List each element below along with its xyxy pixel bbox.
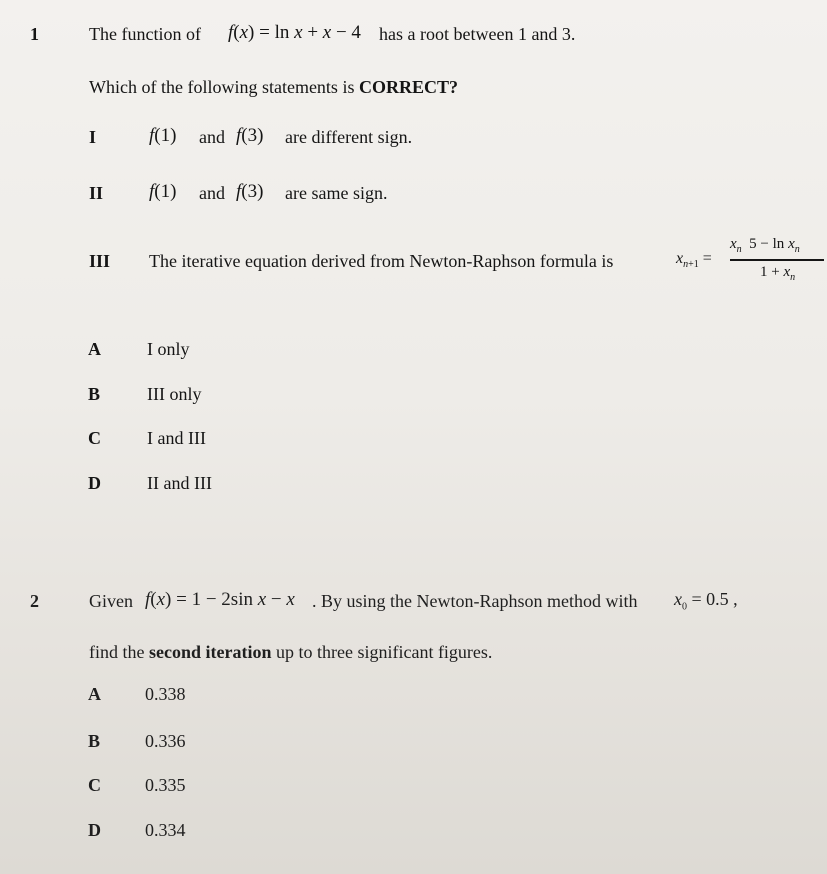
statement-i-lhs: f(1): [149, 125, 177, 146]
q1-option-c-letter[interactable]: C: [88, 428, 101, 448]
question-2-number: 2: [30, 591, 39, 611]
statement-i-tail: are different sign.: [285, 127, 413, 147]
question-2-line-2: [89, 642, 492, 663]
q2-option-c-letter[interactable]: C: [88, 775, 101, 795]
fraction-denominator: $1 + x_n$: [760, 264, 796, 283]
statement-iii-label: III: [89, 251, 111, 271]
q1-option-b-letter[interactable]: B: [88, 384, 101, 404]
question-1-prompt: [89, 77, 458, 98]
q2-option-d-text[interactable]: 0.334: [145, 820, 186, 840]
q2-option-c-text[interactable]: 0.335: [145, 775, 186, 795]
question-2-function: f(x) = 1 − 2sin x − x: [145, 589, 295, 610]
prompt-text: Which of the following statements is: [89, 77, 359, 97]
question-2-text: . By using the Newton-Raphson method with: [312, 591, 638, 611]
question-1-function: f(x) = ln x + x − 4: [228, 22, 361, 43]
statement-ii-joiner: and: [199, 183, 225, 203]
q1-option-b-text[interactable]: III only: [147, 384, 202, 404]
q2-option-d-letter[interactable]: D: [88, 820, 101, 840]
fraction-bar: [730, 259, 824, 261]
question-1-stem-prefix: The function of: [89, 24, 201, 44]
statement-ii-lhs: f(1): [149, 181, 177, 202]
q2-option-b-letter[interactable]: B: [88, 731, 101, 751]
q1-option-d-letter[interactable]: D: [88, 473, 101, 493]
q1-option-c-text[interactable]: I and III: [147, 428, 206, 448]
q1-option-a-letter[interactable]: A: [88, 339, 101, 359]
fraction-numerator: $x_n$ $5 - \ln x_n$: [730, 236, 800, 255]
statement-i-label: I: [89, 127, 97, 147]
line-2-emphasis: second iteration: [149, 642, 272, 662]
question-2-given: Given: [89, 591, 133, 611]
line-2-suffix: up to three significant figures.: [275, 642, 493, 662]
question-1-number: 1: [30, 24, 39, 44]
q1-option-d-text[interactable]: II and III: [147, 473, 212, 493]
statement-i-joiner: and: [199, 127, 225, 147]
newton-raphson-lhs: $x_{n+1}$ =: [676, 250, 712, 271]
q2-option-b-text[interactable]: 0.336: [145, 731, 186, 751]
statement-i-rhs: f(3): [236, 125, 264, 146]
statement-ii-rhs: f(3): [236, 181, 264, 202]
question-1-stem-suffix: has a root between 1 and 3.: [379, 24, 576, 44]
q2-option-a-text[interactable]: 0.338: [145, 684, 186, 704]
statement-iii-text: The iterative equation derived from Newton-Raphson formula is: [149, 251, 614, 271]
statement-ii-label: II: [89, 183, 104, 203]
q1-option-a-text[interactable]: I only: [147, 339, 190, 359]
q2-option-a-letter[interactable]: A: [88, 684, 101, 704]
prompt-emphasis: CORRECT?: [358, 77, 458, 97]
line-2-prefix: find the: [89, 642, 145, 662]
question-2-initial-value: $x_0 = 0.5$ ,: [674, 589, 738, 613]
statement-ii-tail: are same sign.: [285, 183, 388, 203]
